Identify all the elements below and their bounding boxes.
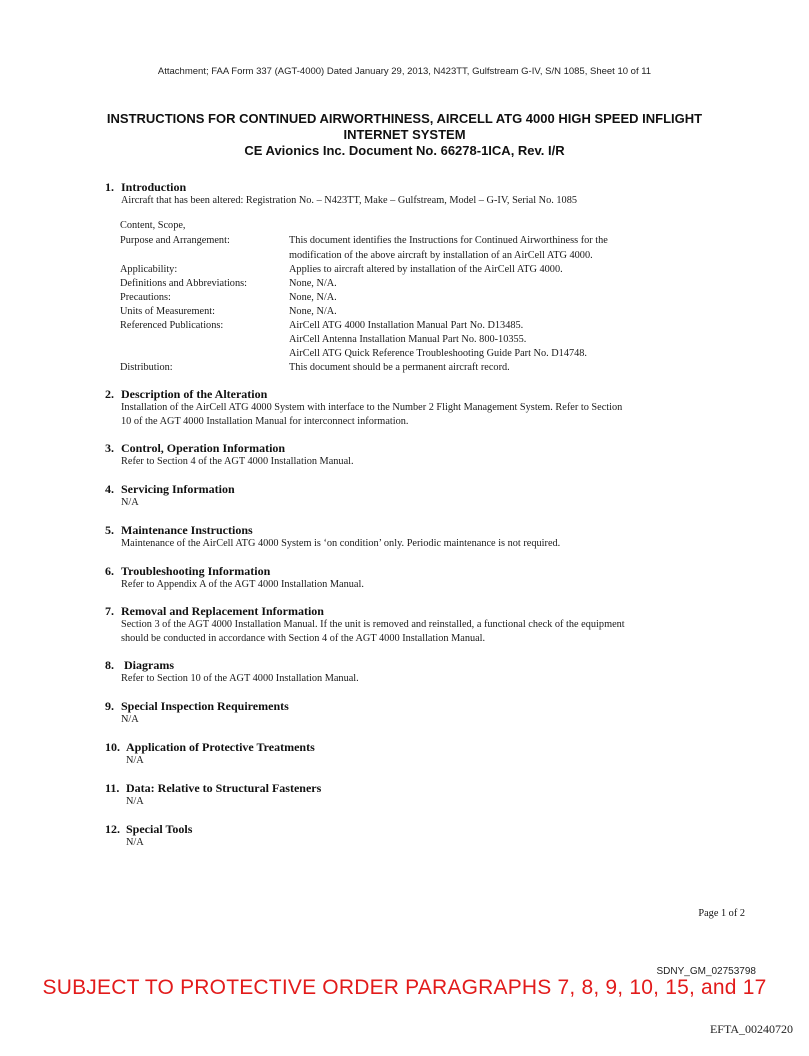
section-11-number: 11. — [105, 781, 120, 795]
section-10-number: 10. — [105, 740, 120, 754]
section-4-number: 4. — [105, 482, 114, 496]
section-3-body: Refer to Section 4 of the AGT 4000 Installation Manual. — [121, 456, 354, 467]
section-2-heading: Description of the Alteration — [121, 387, 268, 401]
section-6-number: 6. — [105, 564, 114, 578]
section-7-body-1: Section 3 of the AGT 4000 Installation Manual. If the unit is removed and reinstalled, a functional check of the equipment — [121, 619, 625, 630]
section-4-body: N/A — [121, 497, 139, 508]
units-value: None, N/A. — [289, 306, 337, 317]
purpose-value-1: This document identifies the Instructions for Continued Airworthiness for the — [289, 235, 608, 246]
definitions-value: None, N/A. — [289, 278, 337, 289]
page-number: Page 1 of 2 — [698, 908, 745, 919]
section-12-heading: Special Tools — [126, 822, 193, 836]
section-2-number: 2. — [105, 387, 114, 401]
section-5-heading: Maintenance Instructions — [121, 523, 253, 537]
document-title-line-2: INTERNET SYSTEM — [343, 127, 466, 142]
precautions-value: None, N/A. — [289, 292, 337, 303]
purpose-value-2: modification of the above aircraft by installation of an AirCell ATG 4000. — [289, 250, 593, 261]
purpose-label: Purpose and Arrangement: — [120, 235, 230, 246]
section-2-body-2: 10 of the AGT 4000 Installation Manual for interconnect information. — [121, 416, 409, 427]
protective-order-notice: SUBJECT TO PROTECTIVE ORDER PARAGRAPHS 7, 8, 9, 10, 15, and 17 — [42, 976, 767, 999]
section-5-number: 5. — [105, 523, 114, 537]
section-9-number: 9. — [105, 699, 114, 713]
section-1-heading: Introduction — [121, 180, 187, 194]
document-number: CE Avionics Inc. Document No. 66278-1ICA, Rev. I/R — [244, 143, 565, 158]
section-10-heading: Application of Protective Treatments — [126, 740, 315, 754]
section-9-body: N/A — [121, 714, 139, 725]
attachment-header: Attachment; FAA Form 337 (AGT-4000) Dated January 29, 2013, N423TT, Gulfstream G-IV, S/N 1085, Sheet 10 of 11 — [157, 66, 652, 77]
content-scope-label: Content, Scope, — [120, 220, 186, 231]
precautions-label: Precautions: — [120, 292, 171, 303]
section-11-heading: Data: Relative to Structural Fasteners — [126, 781, 322, 795]
definitions-label: Definitions and Abbreviations: — [120, 278, 247, 289]
units-label: Units of Measurement: — [120, 306, 215, 317]
publications-value-3: AirCell ATG Quick Reference Troubleshooting Guide Part No. D14748. — [289, 348, 588, 359]
section-11-body: N/A — [126, 796, 144, 807]
applicability-value: Applies to aircraft altered by installation of the AirCell ATG 4000. — [289, 264, 563, 275]
section-8-number: 8. — [105, 658, 114, 672]
section-8-heading: Diagrams — [124, 658, 174, 672]
section-6-heading: Troubleshooting Information — [121, 564, 271, 578]
document-title-line-1: INSTRUCTIONS FOR CONTINUED AIRWORTHINESS, AIRCELL ATG 4000 HIGH SPEED INFLIGHT — [106, 111, 703, 126]
section-4-heading: Servicing Information — [121, 482, 235, 496]
section-7-number: 7. — [105, 604, 114, 618]
section-1-number: 1. — [105, 180, 114, 194]
section-12-body: N/A — [126, 837, 144, 848]
section-12-number: 12. — [105, 822, 120, 836]
distribution-value: This document should be a permanent aircraft record. — [289, 362, 510, 373]
section-5-body: Maintenance of the AirCell ATG 4000 System is ‘on condition’ only. Periodic maintenance is not required. — [121, 538, 561, 549]
section-6-body: Refer to Appendix A of the AGT 4000 Installation Manual. — [121, 579, 364, 590]
section-3-heading: Control, Operation Information — [121, 441, 286, 455]
publications-value-1: AirCell ATG 4000 Installation Manual Part No. D13485. — [289, 320, 524, 331]
publications-value-2: AirCell Antenna Installation Manual Part No. 800-10355. — [289, 334, 527, 345]
publications-label: Referenced Publications: — [120, 320, 224, 331]
section-8-body: Refer to Section 10 of the AGT 4000 Installation Manual. — [121, 673, 359, 684]
section-7-heading: Removal and Replacement Information — [121, 604, 324, 618]
efta-stamp: EFTA_00240720 — [709, 1022, 793, 1036]
section-7-body-2: should be conducted in accordance with Section 4 of the AGT 4000 Installation Manual. — [121, 633, 486, 644]
applicability-label: Applicability: — [120, 264, 178, 275]
section-3-number: 3. — [105, 441, 114, 455]
section-9-heading: Special Inspection Requirements — [121, 699, 289, 713]
section-2-body-1: Installation of the AirCell ATG 4000 System with interface to the Number 2 Flight Management System. Refer to Section — [121, 402, 623, 413]
section-1-body: Aircraft that has been altered: Registration No. – N423TT, Make – Gulfstream, Model – G-IV, Serial No. 1085 — [121, 195, 577, 206]
section-10-body: N/A — [126, 755, 144, 766]
bates-number: SDNY_GM_02753798 — [656, 966, 756, 977]
distribution-label: Distribution: — [120, 362, 173, 373]
